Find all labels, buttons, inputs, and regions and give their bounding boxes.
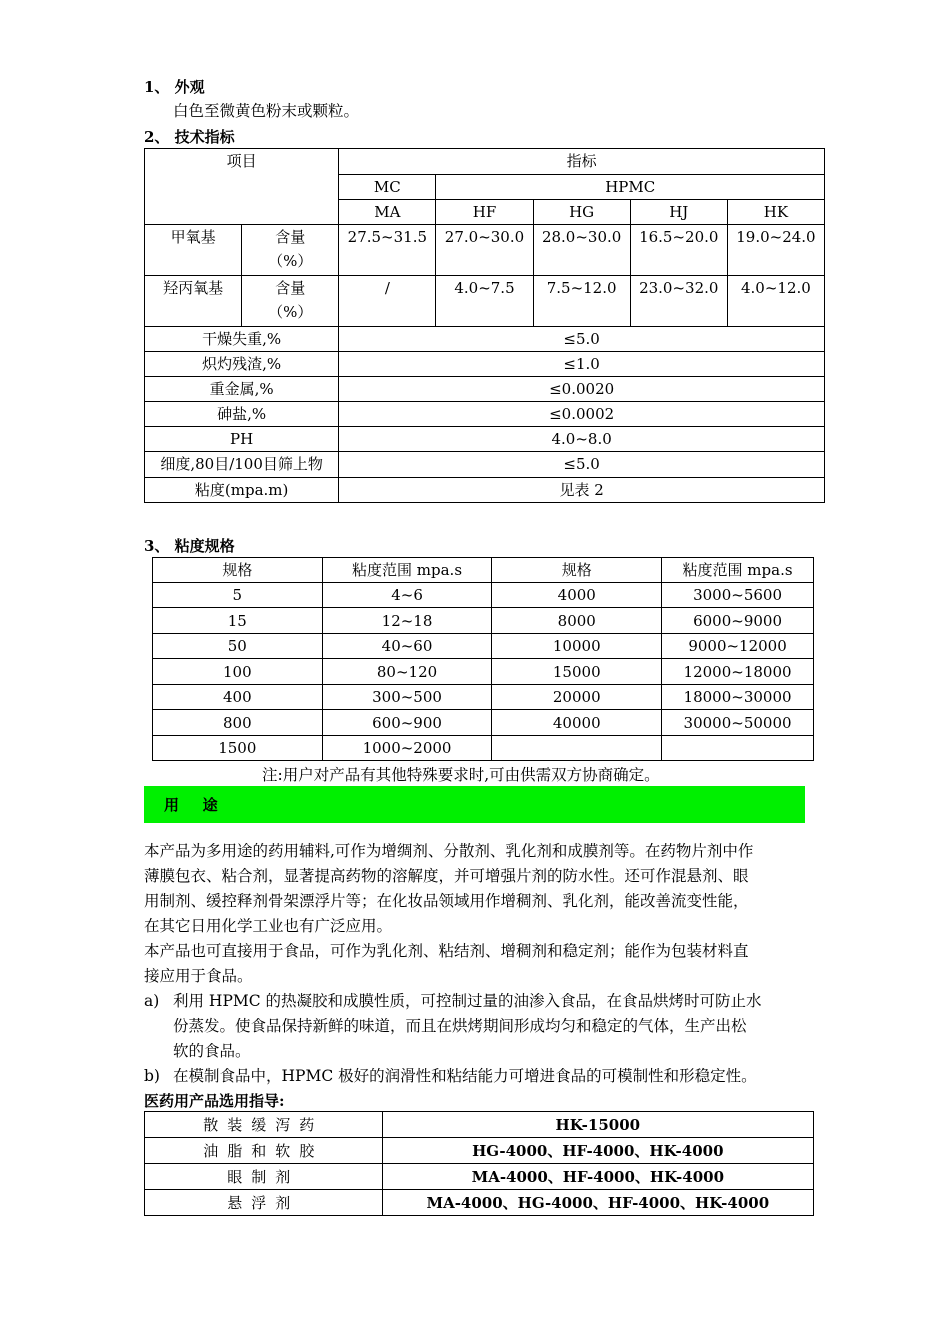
table-row [145,1164,814,1190]
section-2-heading: 2、 技术指标 [144,128,235,146]
row-sub: 含量（%） [242,276,339,327]
simple-row-value: ≤5.0 [339,327,825,352]
row-value: 27.5~31.5 [339,225,436,276]
simple-row-name: 炽灼残渣,% [145,352,339,377]
table-cell: 600~900 [322,710,492,736]
row-value: 27.0~30.0 [436,225,533,276]
table-cell [492,736,662,761]
section-3-heading: 3、 粘度规格 [144,537,235,555]
guide-name: 油脂和软胶 [145,1138,383,1164]
simple-row-value: ≤1.0 [339,352,825,377]
row-value: 4.0~12.0 [727,276,824,327]
text-line: 用制剂、缓控释剂骨架漂浮片等；在化妆品领域用作增稠剂、乳化剂，能改善流变性能， [144,892,749,910]
table-cell: 100 [153,659,323,685]
guide-value: MA-4000、HF-4000、HK-4000 [382,1164,813,1190]
table-cell: 15 [153,608,323,634]
row-name: 羟丙氧基 [145,276,242,327]
text-line: 薄膜包衣、粘合剂，显著提高药物的溶解度，并可增强片剂的防水性。还可作混悬剂、眼 [144,867,749,885]
text-line: 接应用于食品。 [144,967,253,985]
text-line: 本产品也可直接用于食品，可作为乳化剂、粘结剂、增稠剂和稳定剂；能作为包装材料直 [144,942,749,960]
header-hpmc: HPMC [436,175,825,200]
table-row [153,710,814,736]
guide-table [144,1111,814,1216]
usage-paragraph-1 [144,839,814,939]
usage-bar-label: 用 途 [164,796,220,814]
usage-section-bar [144,786,805,823]
header-grade-hk: HK [727,200,824,225]
table-cell: 300~500 [322,685,492,710]
table-cell: 40~60 [322,634,492,659]
table-cell: 9000~12000 [662,634,814,659]
simple-row-name: 细度,80目/100目筛上物 [145,452,339,478]
header-grade-ma: MA [339,200,436,225]
list-item-b [173,1064,813,1089]
section-1-heading: 1、 外观 [144,78,205,96]
row-name: 甲氧基 [145,225,242,276]
table-cell: 1500 [153,736,323,761]
table-cell: 6000~9000 [662,608,814,634]
text-line: 本产品为多用途的药用辅料,可作为增绸剂、分散剂、乳化剂和成膜剂等。在药物片剂中作 [144,842,754,860]
table-row [153,736,814,761]
simple-row-name: 重金属,% [145,377,339,402]
table-cell: 15000 [492,659,662,685]
table-cell: 400 [153,685,323,710]
guide-value: HK-15000 [382,1112,813,1138]
table-cell: 50 [153,634,323,659]
table-cell: 80~120 [322,659,492,685]
simple-row-name: 砷盐,% [145,402,339,427]
text-line: 份蒸发。使食品保持新鲜的味道，而且在烘烤期间形成均匀和稳定的气体，生产出松 [173,1017,747,1035]
table-cell: 18000~30000 [662,685,814,710]
usage-paragraph-2 [144,939,814,989]
simple-row-name: 干燥失重,% [145,327,339,352]
header-indicator: 指标 [339,149,825,175]
table-cell: 12~18 [322,608,492,634]
table-row [145,1138,814,1164]
text-line: 软的食品。 [173,1042,251,1060]
simple-row-value: ≤0.0020 [339,377,825,402]
table-row [145,1190,814,1216]
tech-spec-table [144,148,825,503]
table-cell: 800 [153,710,323,736]
table-cell: 3000~5600 [662,583,814,608]
simple-row-value: ≤0.0002 [339,402,825,427]
header-grade-hg: HG [533,200,630,225]
table-cell: 40000 [492,710,662,736]
header-mc: MC [339,175,436,200]
header-grade-hf: HF [436,200,533,225]
table-cell: 12000~18000 [662,659,814,685]
table-cell: 1000~2000 [322,736,492,761]
simple-row-value: 4.0~8.0 [339,427,825,452]
list-item-a [173,989,813,1064]
viscosity-note: 注:用户对产品有其他特殊要求时,可由供需双方协商确定。 [262,766,660,784]
text-line: 在模制食品中，HPMC 极好的润滑性和粘结能力可增进食品的可模制性和形稳定性。 [173,1067,757,1085]
table-cell: 4~6 [322,583,492,608]
header-item: 项目 [145,149,339,225]
row-value: 19.0~24.0 [727,225,824,276]
table-row [153,608,814,634]
table-cell: 20000 [492,685,662,710]
guide-name: 悬浮剂 [145,1190,383,1216]
text-line: 利用 HPMC 的热凝胶和成膜性质，可控制过量的油渗入食品，在食品烘烤时可防止水 [173,992,762,1010]
simple-row-name: PH [145,427,339,452]
table-row [153,659,814,685]
guide-value: HG-4000、HF-4000、HK-4000 [382,1138,813,1164]
simple-row-value: 见表 2 [339,478,825,503]
table-cell: 5 [153,583,323,608]
header-grade-hj: HJ [630,200,727,225]
table-row [153,634,814,659]
viscosity-header: 粘度范围 mpa.s [322,558,492,583]
viscosity-header: 规格 [153,558,323,583]
row-value: 28.0~30.0 [533,225,630,276]
table-cell: 10000 [492,634,662,659]
simple-row-value: ≤5.0 [339,452,825,478]
appearance-text: 白色至微黄色粉末或颗粒。 [173,102,360,120]
row-value: 7.5~12.0 [533,276,630,327]
guide-name: 眼制剂 [145,1164,383,1190]
table-cell: 30000~50000 [662,710,814,736]
guide-heading: 医药用产品选用指导: [144,1092,285,1110]
guide-value: MA-4000、HG-4000、HF-4000、HK-4000 [382,1190,813,1216]
viscosity-table [152,557,814,761]
table-cell: 8000 [492,608,662,634]
table-row [153,685,814,710]
row-sub: 含量（%） [242,225,339,276]
row-value: 4.0~7.5 [436,276,533,327]
table-cell [662,736,814,761]
table-row [153,583,814,608]
list-marker-b: b) [144,1067,160,1085]
viscosity-header: 粘度范围 mpa.s [662,558,814,583]
table-cell: 4000 [492,583,662,608]
text-line: 在其它日用化学工业也有广泛应用。 [144,917,393,935]
row-value: / [339,276,436,327]
viscosity-header: 规格 [492,558,662,583]
row-value: 16.5~20.0 [630,225,727,276]
list-marker-a: a) [144,992,160,1010]
table-row [145,1112,814,1138]
row-value: 23.0~32.0 [630,276,727,327]
guide-name: 散装缓泻药 [145,1112,383,1138]
simple-row-name: 粘度(mpa.m) [145,478,339,503]
